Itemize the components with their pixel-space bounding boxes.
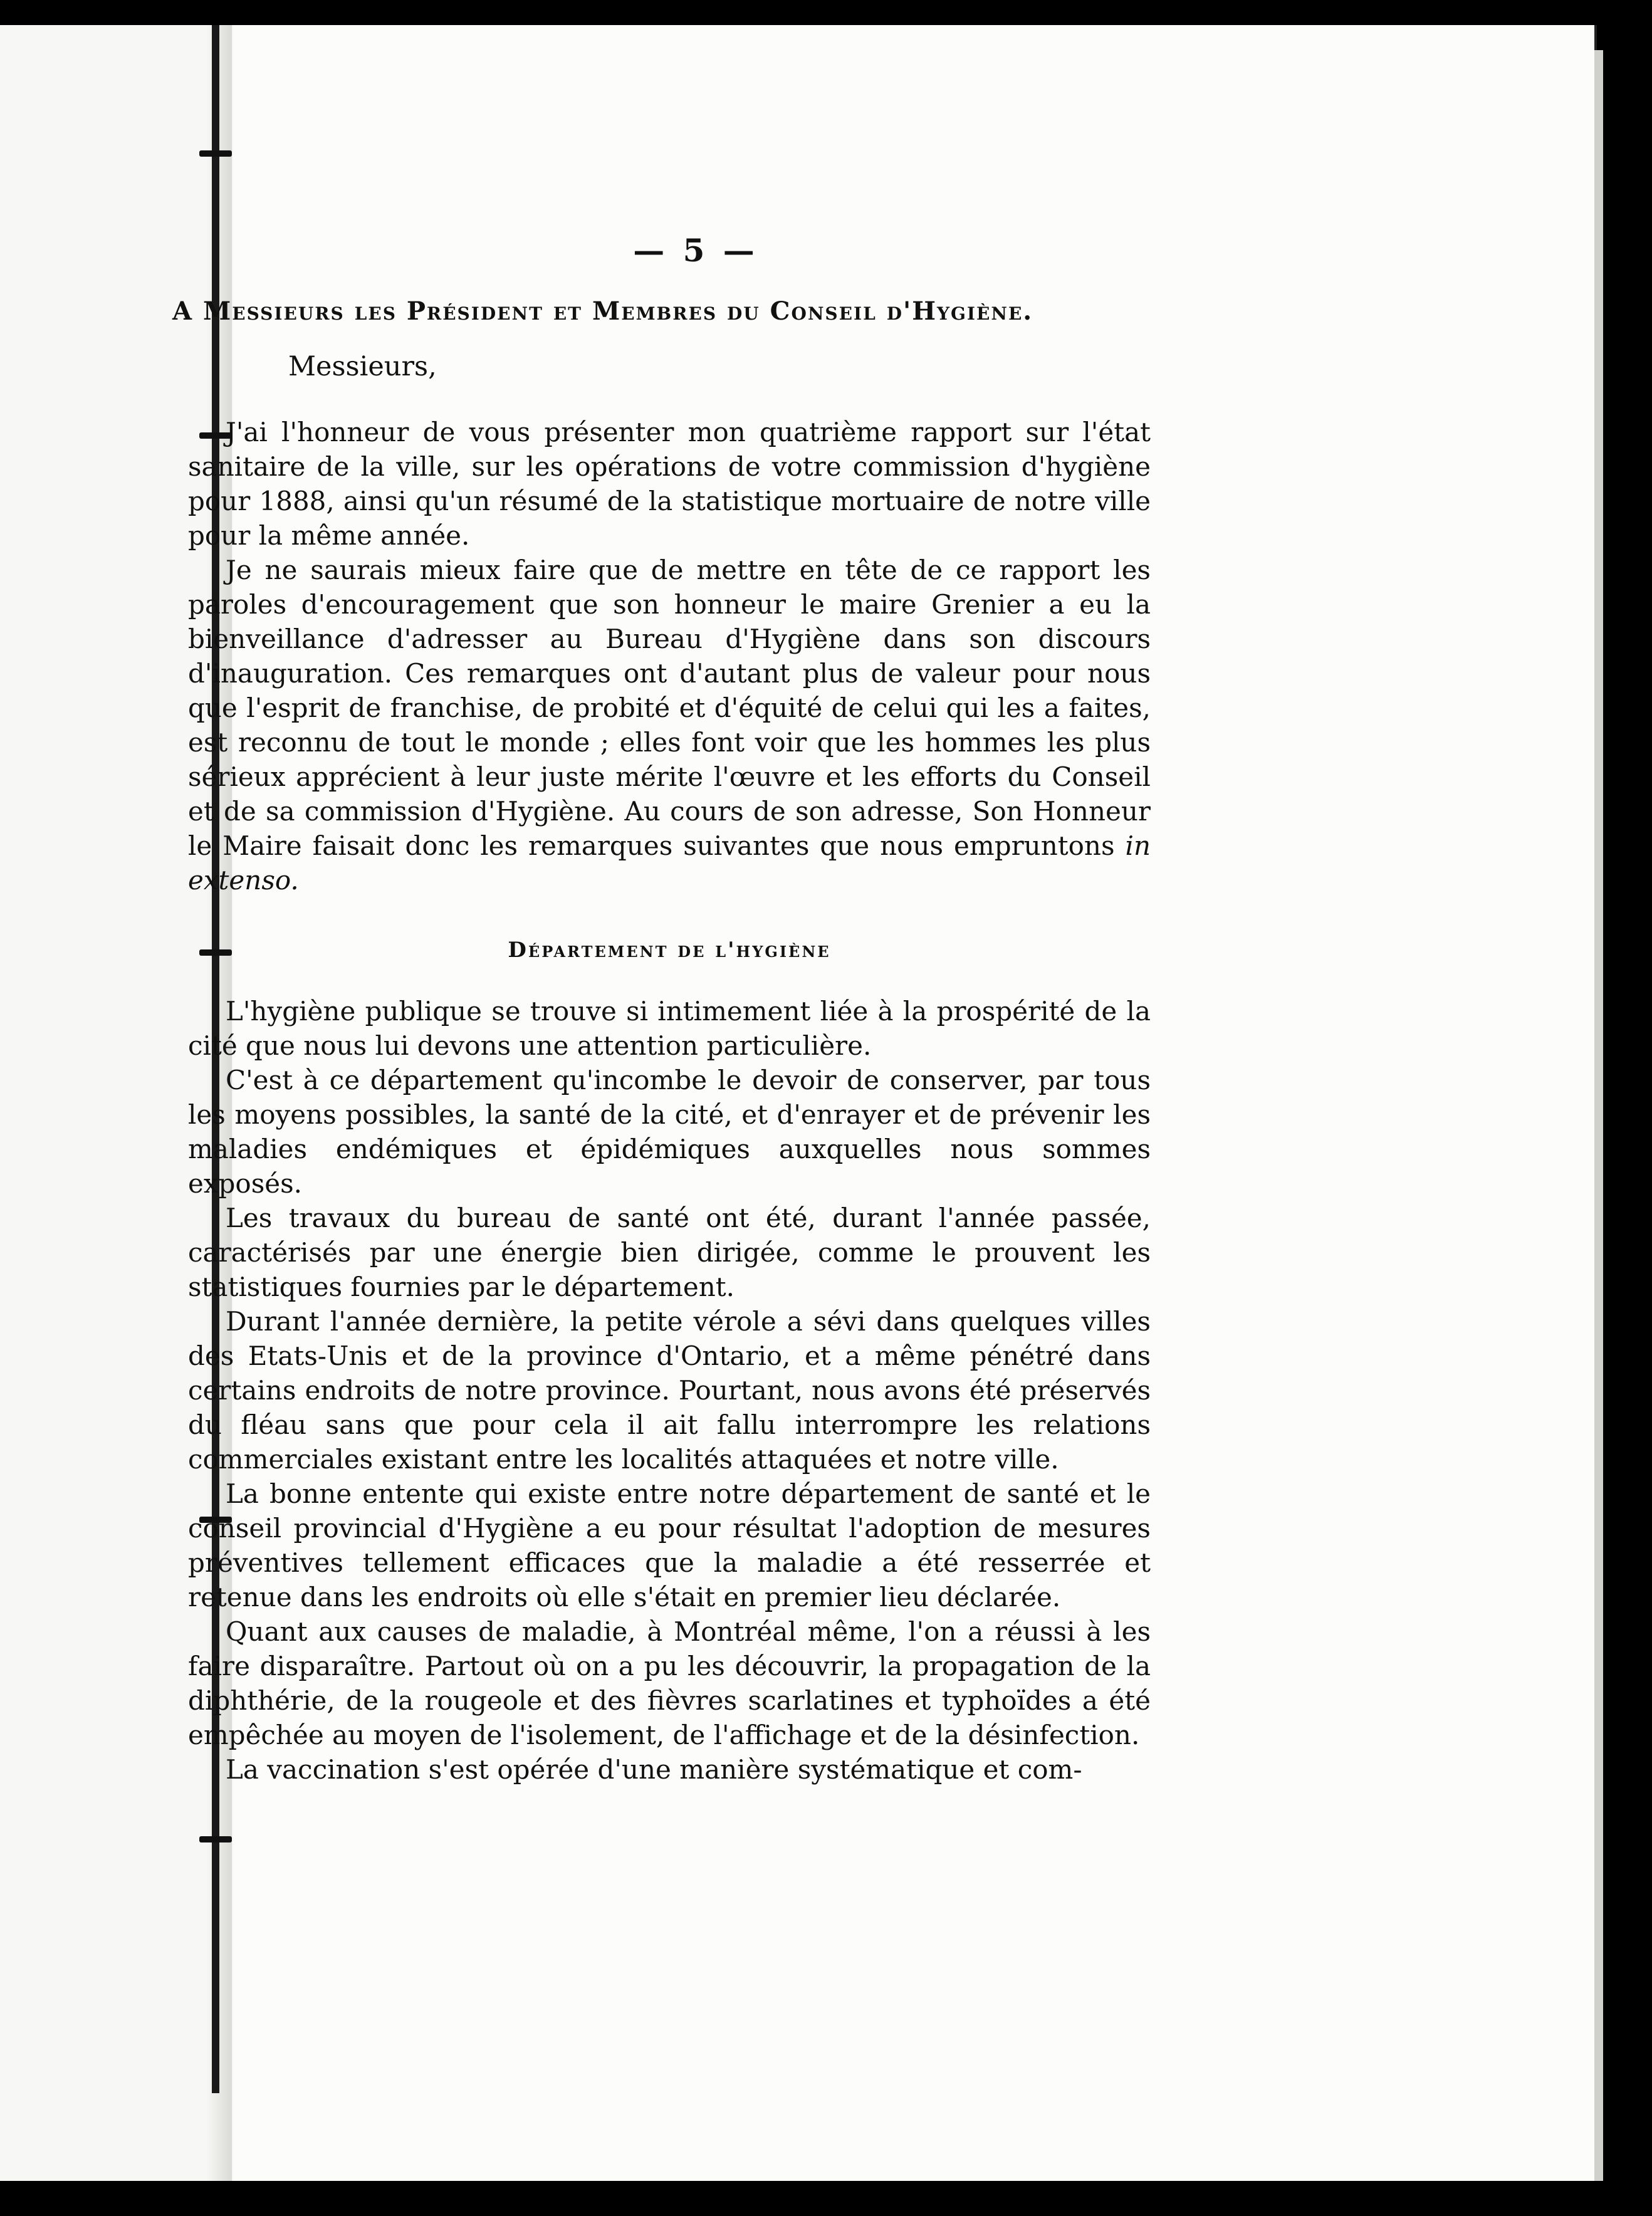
paragraph: Durant l'année dernière, la petite vérole a sévi dans quelques villes des Etats-Unis et de la province d'Ontario, et a même pénétré dans certains endroits de notre province. Pourtant, nous avons été préservés du fléau sans que pour cela il ait fallu interrompre les relations commerciales existant entre les localités attaquées et notre ville.: [188, 1306, 1151, 1475]
address-heading: A Messieurs les Président et Membres du Conseil d'Hygiène.: [172, 296, 1033, 326]
binding-stitch: [199, 1836, 232, 1842]
paragraph: La bonne entente qui existe entre notre département de santé et le conseil provincial d'Hygiène a eu pour résultat l'adoption de mesures préventives tellement efficaces que la maladie a été resserrée et retenue dans les endroits où elle s'était en premier lieu déclarée.: [188, 1478, 1151, 1612]
paragraph: La vaccination s'est opérée d'une manière systématique et com-: [226, 1754, 1082, 1785]
salutation: Messieurs,: [288, 351, 437, 382]
paragraph: [188, 553, 1151, 897]
section-title: Département de l'hygiène: [508, 938, 831, 963]
italic-phrase: in extenso.: [188, 830, 1151, 896]
paragraph: C'est à ce département qu'incombe le devoir de conserver, par tous les moyens possibles, la santé de la cité, et d'enrayer et de prévenir les maladies endémiques et épidémiques auxquelles nous sommes exposés.: [188, 1065, 1151, 1199]
paragraph: J'ai l'honneur de vous présenter mon quatrième rapport sur l'état sanitaire de la ville, sur les opérations de votre commission d'hygiène pour 1888, ainsi qu'un résumé de la statistique mortuaire de notre ville pour la même année.: [188, 417, 1151, 551]
paragraph: Quant aux causes de maladie, à Montréal même, l'on a réussi à les faire disparaître. Partout où on a pu les découvrir, la propagation de la diphthérie, de la rougeole et des fièvres scarlatines et typhoïdes a été empêchée au moyen de l'isolement, de l'affichage et de la désinfection.: [188, 1616, 1151, 1750]
paragraph: L'hygiène publique se trouve si intimement liée à la prospérité de la cité que nous lui devons une attention particulière.: [188, 996, 1151, 1061]
page-number: — 5 —: [633, 232, 758, 269]
paragraph: Les travaux du bureau de santé ont été, durant l'année passée, caractérisés par une énergie bien dirigée, comme le prouvent les statistiques fournies par le département.: [188, 1203, 1151, 1302]
binding-stitch: [199, 150, 232, 157]
page-body: [172, 207, 1151, 1787]
page-edge: [1594, 50, 1603, 2181]
paragraph-text: Je ne saurais mieux faire que de mettre en tête de ce rapport les paroles d'encouragement que son honneur le maire Grenier a eu la bienveillance d'adresser au Bureau d'Hygiène dans son discours d'inauguration. Ces remarques ont d'autant plus de valeur pour nous que l'esprit de franchise, de probité et d'équité de celui qui les a faites, est reconnu de tout le monde ; elles font voir que les hommes les plus sérieux apprécient à leur juste mérite l'œuvre et les efforts du Conseil et de sa commission d'Hygiène. Au cours de son adresse, Son Honneur le Maire faisait donc les remarques suivantes que nous empruntons: [188, 555, 1151, 861]
